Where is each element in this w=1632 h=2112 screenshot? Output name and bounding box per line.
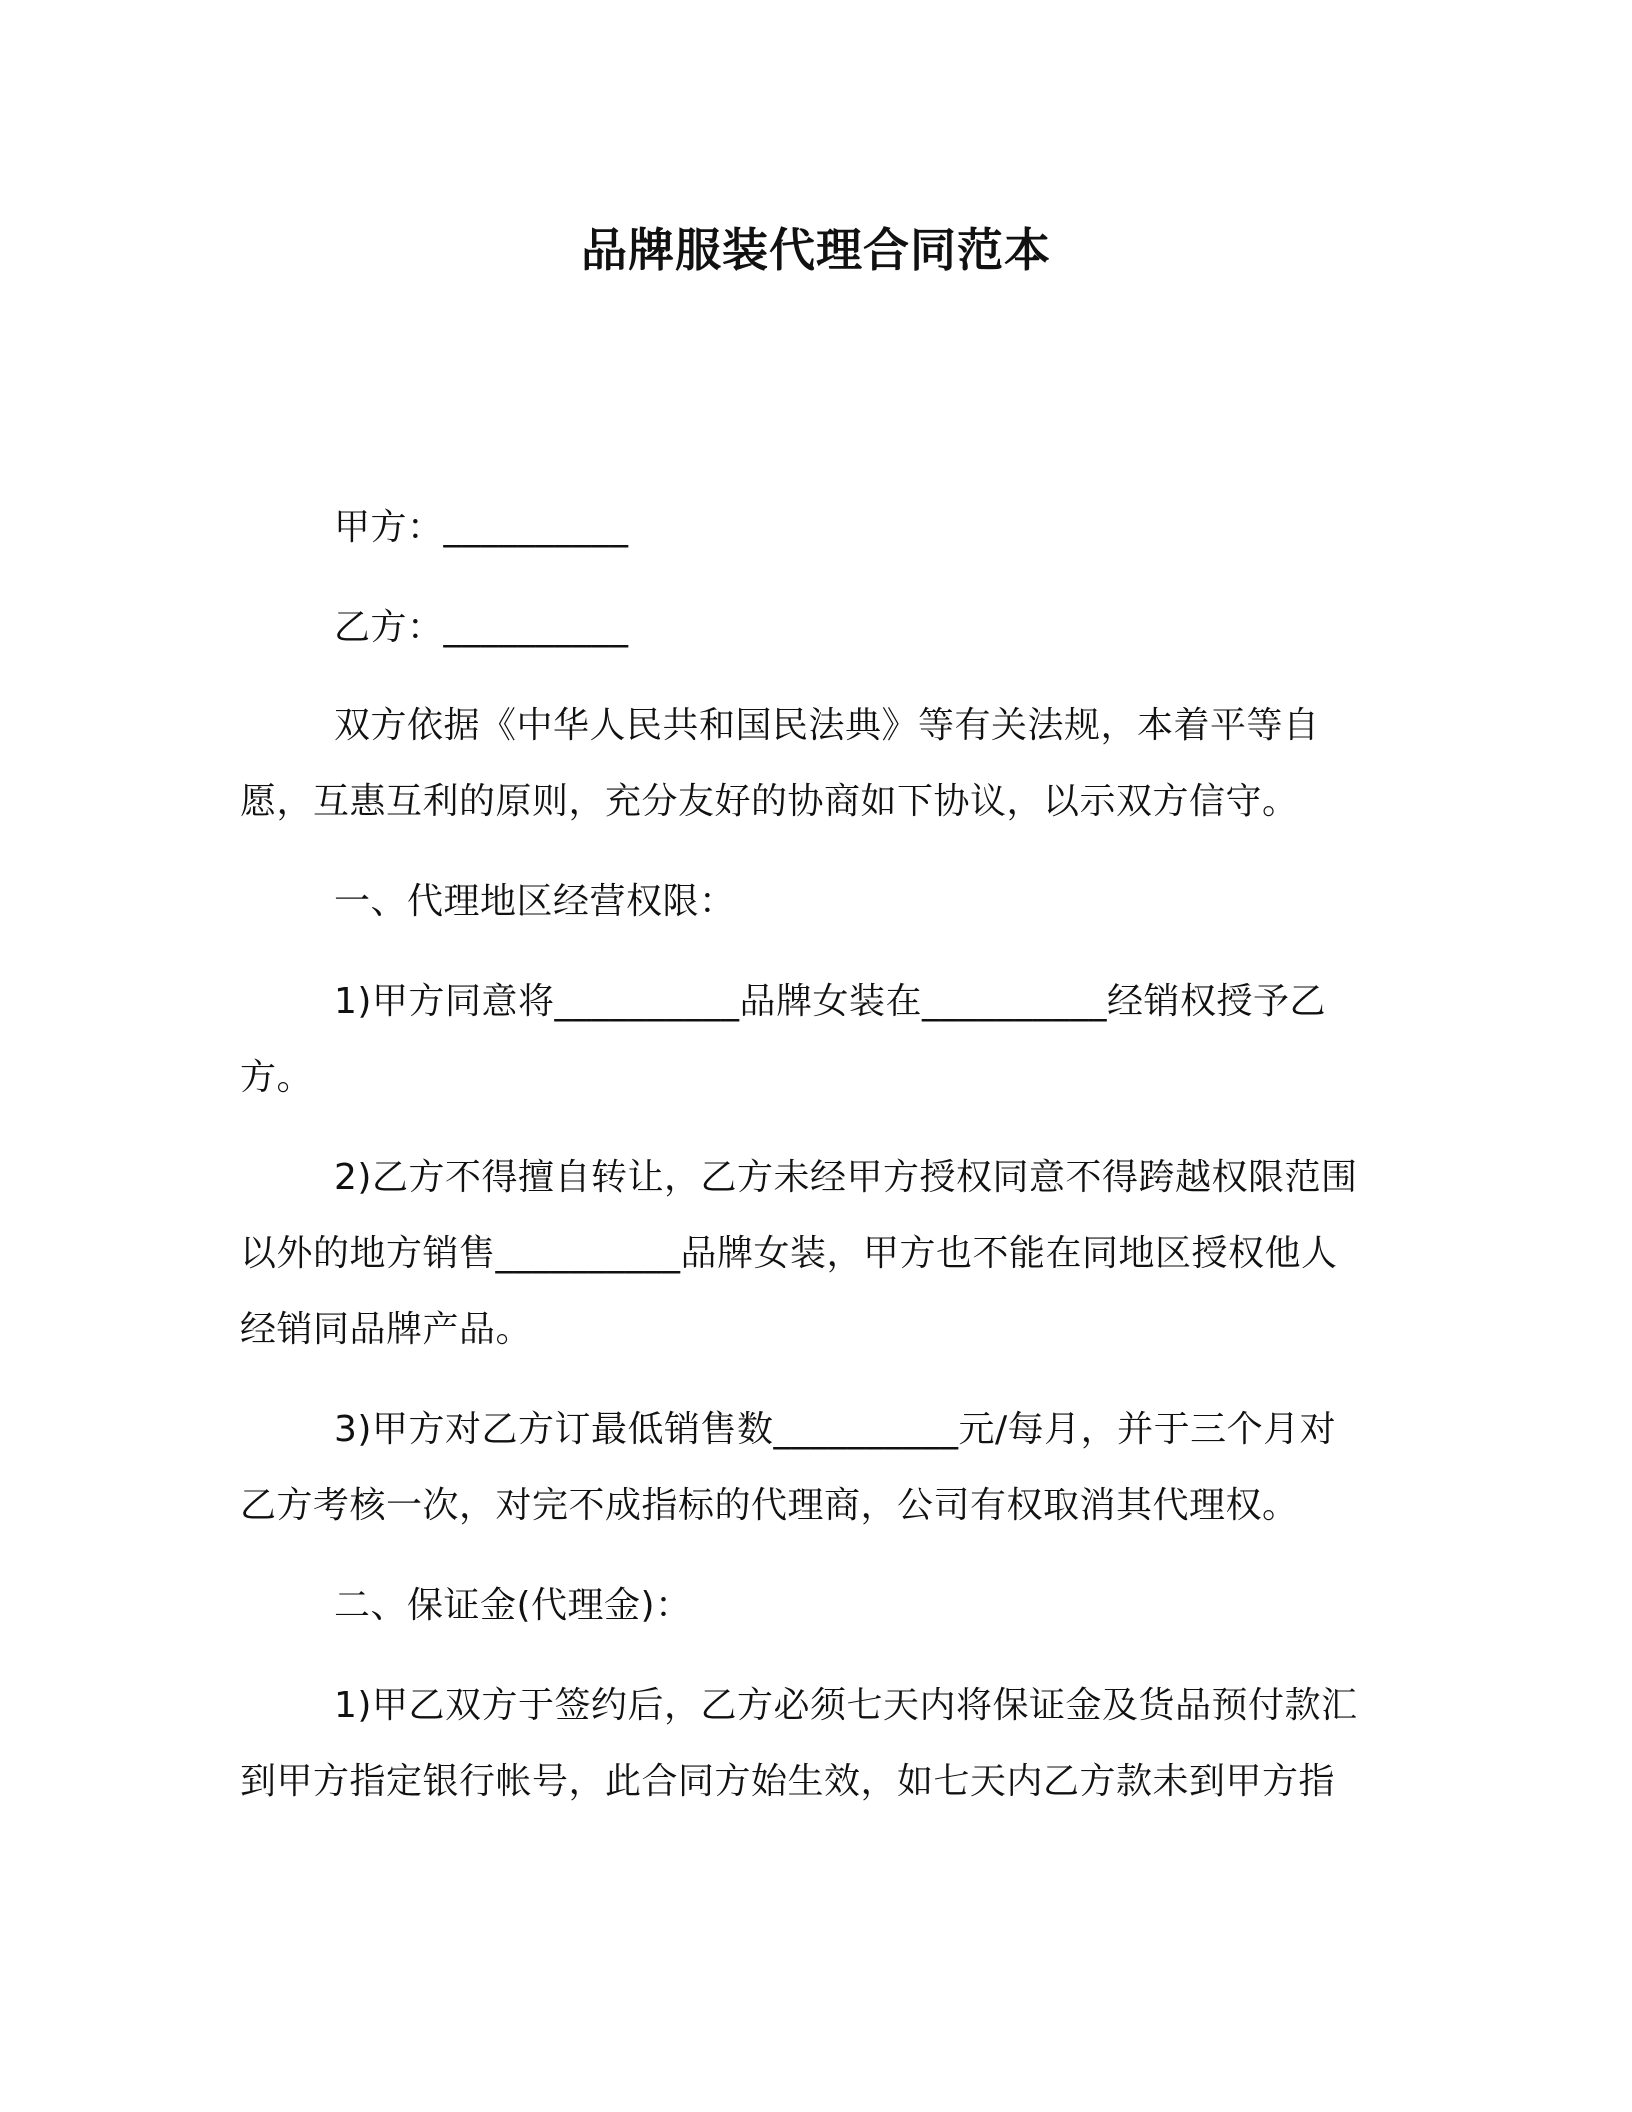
paragraph-line: 方。 — [240, 1057, 314, 1098]
paragraph-line: 乙方考核一次，对完不成指标的代理商，公司有权取消其代理权。 — [240, 1485, 1299, 1526]
paragraph-line: 经销同品牌产品。 — [240, 1309, 533, 1350]
paragraph-line: 2)乙方不得擅自转让，乙方未经甲方授权同意不得跨越权限范围 — [334, 1157, 1358, 1198]
document-title: 品牌服装代理合同范本 — [581, 223, 1051, 277]
party-a-line: 甲方：__________ — [334, 507, 629, 548]
section-heading: 二、保证金(代理金)： — [334, 1585, 692, 1626]
paragraph-line: 以外的地方销售__________品牌女装，甲方也不能在同地区授权他人 — [240, 1233, 1338, 1274]
party-b-line: 乙方：__________ — [334, 607, 629, 648]
paragraph-line: 1)甲乙双方于签约后，乙方必须七天内将保证金及货品预付款汇 — [334, 1685, 1358, 1726]
paragraph-line: 3)甲方对乙方订最低销售数__________元/每月，并于三个月对 — [334, 1409, 1337, 1450]
paragraph-line: 愿，互惠互利的原则，充分友好的协商如下协议，以示双方信守。 — [240, 781, 1299, 822]
paragraph-line: 1)甲方同意将__________品牌女装在__________经销权授予乙 — [334, 981, 1326, 1022]
paragraph-line: 到甲方指定银行帐号，此合同方始生效，如七天内乙方款未到甲方指 — [240, 1761, 1336, 1802]
paragraph-line: 双方依据《中华人民共和国民法典》等有关法规，本着平等自 — [334, 705, 1320, 746]
section-heading: 一、代理地区经营权限： — [334, 881, 736, 922]
